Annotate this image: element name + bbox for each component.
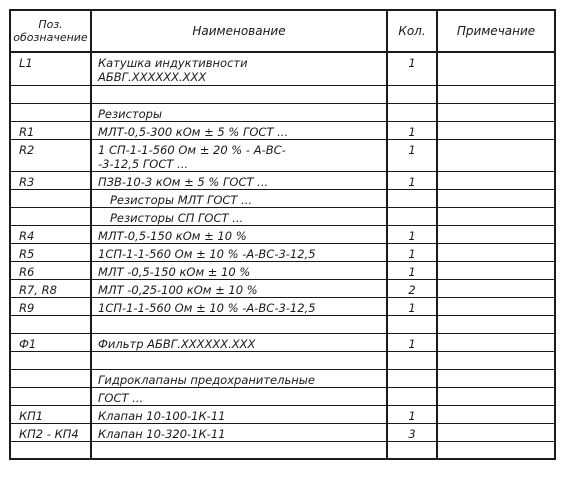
cell-name (91, 369, 387, 387)
cell-position (10, 207, 91, 225)
cell-note (437, 333, 555, 351)
cell-name (91, 139, 387, 171)
cell-note (437, 351, 555, 369)
cell-name (91, 103, 387, 121)
cell-note (437, 121, 555, 139)
cell-quantity (387, 85, 437, 103)
table-body (10, 52, 555, 459)
cell-quantity: 3 (387, 423, 437, 441)
cell-position: R6 (10, 261, 91, 279)
table-row (10, 139, 555, 171)
cell-position: Ф1 (10, 333, 91, 351)
cell-quantity (387, 369, 437, 387)
cell-quantity: 1 (387, 225, 437, 243)
cell-name (91, 261, 387, 279)
cell-name (91, 423, 387, 441)
cell-quantity: 1 (387, 52, 437, 85)
cell-quantity: 1 (387, 121, 437, 139)
cell-name-line: 1 СП-1-1-560 Ом ± 20 % - А-ВС- (98, 142, 286, 157)
cell-position: R2 (10, 139, 91, 171)
cell-name-line: Фильтр АБВГ.XXXXXX.XXX (98, 336, 256, 351)
table-row (10, 405, 555, 423)
cell-name-line: 1СП-1-1-560 Ом ± 10 % -А-ВС-3-12,5 (98, 300, 316, 315)
table-row (10, 85, 555, 103)
table-row (10, 297, 555, 315)
cell-name-line: Гидроклапаны предохранительные (98, 372, 315, 387)
header-row (10, 10, 555, 52)
cell-position: R7, R8 (10, 279, 91, 297)
header-position (10, 10, 91, 52)
cell-name (91, 315, 387, 333)
cell-quantity: 1 (387, 297, 437, 315)
cell-note (437, 261, 555, 279)
cell-quantity (387, 189, 437, 207)
table-row (10, 261, 555, 279)
cell-quantity: 1 (387, 139, 437, 171)
cell-name (91, 52, 387, 85)
cell-quantity (387, 315, 437, 333)
cell-name (91, 333, 387, 351)
cell-name-line: МЛТ -0,5-150 кОм ± 10 % (98, 264, 251, 279)
cell-note (437, 405, 555, 423)
cell-position: R5 (10, 243, 91, 261)
cell-position (10, 103, 91, 121)
header-name: Наименование (91, 10, 387, 52)
cell-name (91, 225, 387, 243)
header-quantity: Кол. (387, 10, 437, 52)
cell-name-line: Клапан 10-100-1К-11 (98, 408, 226, 423)
cell-quantity: 1 (387, 171, 437, 189)
table-row (10, 225, 555, 243)
cell-note (437, 369, 555, 387)
cell-quantity (387, 441, 437, 459)
cell-note (437, 387, 555, 405)
table-row (10, 387, 555, 405)
cell-quantity: 2 (387, 279, 437, 297)
specification-sheet (9, 9, 554, 473)
cell-note (437, 103, 555, 121)
cell-name-line: Резисторы СП ГОСТ ... (110, 210, 244, 225)
cell-name-line: МЛТ-0,5-300 кОм ± 5 % ГОСТ ... (98, 124, 289, 139)
cell-name-line: Клапан 10-320-1К-11 (98, 426, 226, 441)
table-row (10, 171, 555, 189)
cell-name-line: МЛТ -0,25-100 кОм ± 10 % (98, 282, 258, 297)
cell-quantity: 1 (387, 243, 437, 261)
header-position-line1: Поз. (38, 18, 63, 31)
specification-table (9, 9, 556, 460)
table-row (10, 333, 555, 351)
cell-quantity (387, 103, 437, 121)
header-note: Примечание (437, 10, 555, 52)
table-row (10, 441, 555, 459)
cell-name (91, 171, 387, 189)
cell-position: КП1 (10, 405, 91, 423)
cell-note (437, 423, 555, 441)
cell-quantity (387, 207, 437, 225)
cell-position: R9 (10, 297, 91, 315)
cell-name-line: 1СП-1-1-560 Ом ± 10 % -А-ВС-3-12,5 (98, 246, 316, 261)
cell-quantity: 1 (387, 405, 437, 423)
cell-name (91, 85, 387, 103)
cell-position: R3 (10, 171, 91, 189)
table-row (10, 315, 555, 333)
cell-name (91, 441, 387, 459)
cell-quantity: 1 (387, 261, 437, 279)
table-row (10, 207, 555, 225)
cell-name (91, 189, 387, 207)
cell-name (91, 279, 387, 297)
cell-name-line: -3-12,5 ГОСТ ... (98, 156, 189, 171)
cell-note (437, 139, 555, 171)
cell-position (10, 351, 91, 369)
cell-name-line: Резисторы МЛТ ГОСТ ... (110, 192, 253, 207)
table-row (10, 103, 555, 121)
table-row (10, 369, 555, 387)
cell-note (437, 189, 555, 207)
table-row (10, 121, 555, 139)
header-position-line2: обозначение (13, 31, 88, 44)
cell-name-line: Резисторы (98, 106, 163, 121)
cell-note (437, 171, 555, 189)
cell-position (10, 387, 91, 405)
cell-note (437, 85, 555, 103)
cell-name (91, 121, 387, 139)
cell-name (91, 405, 387, 423)
cell-quantity (387, 351, 437, 369)
cell-note (437, 207, 555, 225)
cell-position (10, 441, 91, 459)
cell-quantity: 1 (387, 333, 437, 351)
cell-name-line: МЛТ-0,5-150 кОм ± 10 % (98, 228, 247, 243)
cell-name-line: ГОСТ ... (98, 390, 144, 405)
table-row (10, 243, 555, 261)
cell-position: L1 (10, 52, 91, 85)
cell-name (91, 297, 387, 315)
cell-name (91, 351, 387, 369)
cell-position: R4 (10, 225, 91, 243)
cell-position: R1 (10, 121, 91, 139)
table-row (10, 351, 555, 369)
cell-note (437, 225, 555, 243)
cell-name-line: АБВГ.XXXXXX.XXX (98, 70, 207, 84)
cell-position (10, 369, 91, 387)
cell-position (10, 315, 91, 333)
table-row (10, 279, 555, 297)
cell-name (91, 243, 387, 261)
cell-note (437, 297, 555, 315)
cell-note (437, 52, 555, 85)
table-row (10, 423, 555, 441)
table-row (10, 189, 555, 207)
cell-name-line: Катушка индуктивности (98, 56, 248, 70)
cell-name (91, 387, 387, 405)
cell-note (437, 243, 555, 261)
cell-position: КП2 - КП4 (10, 423, 91, 441)
cell-name-line: ПЗВ-10-3 кОм ± 5 % ГОСТ ... (98, 174, 269, 189)
cell-note (437, 441, 555, 459)
cell-note (437, 279, 555, 297)
cell-name (91, 207, 387, 225)
cell-quantity (387, 387, 437, 405)
cell-position (10, 189, 91, 207)
table-row (10, 52, 555, 85)
cell-position (10, 85, 91, 103)
cell-note (437, 315, 555, 333)
